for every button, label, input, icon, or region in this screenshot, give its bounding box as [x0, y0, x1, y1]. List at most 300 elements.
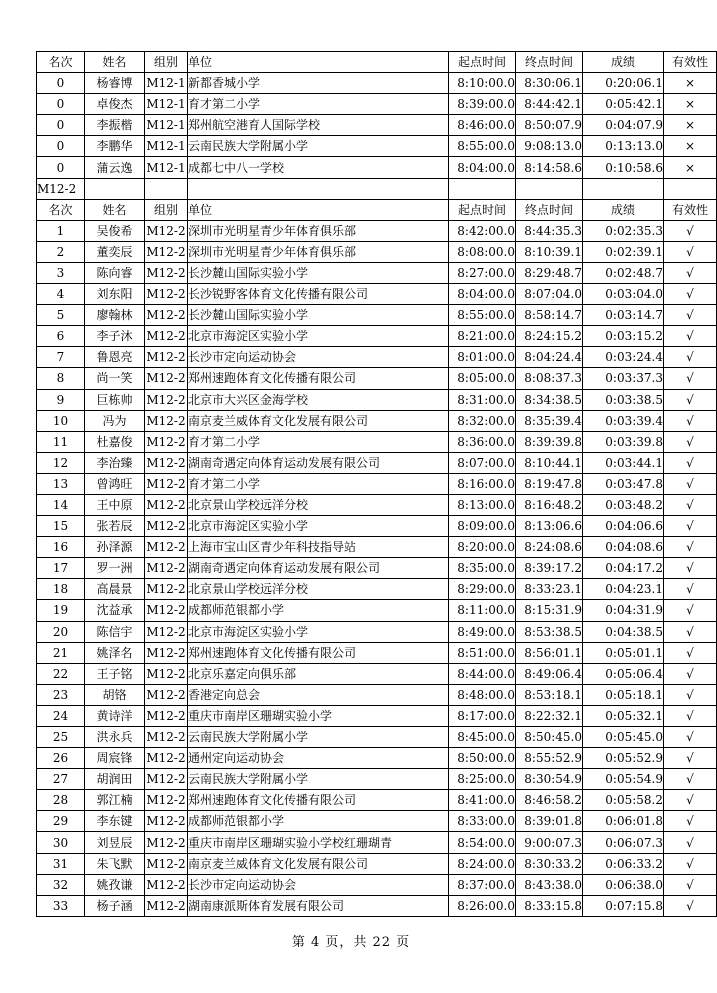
table-row — [37, 621, 717, 642]
end-time-cell: 8:39:17.2 — [516, 558, 583, 579]
result-time-cell: 0:04:07.9 — [583, 115, 664, 136]
unit-cell: 北京景山学校远洋分校 — [188, 494, 449, 515]
name-cell: 孙泽源 — [85, 537, 145, 558]
start-time-cell: 8:25:00.0 — [449, 769, 516, 790]
end-time-cell: 8:30:06.1 — [516, 73, 583, 94]
start-time-cell: 8:54:00.0 — [449, 832, 516, 853]
unit-cell: 南京麦兰威体育文化发展有限公司 — [188, 853, 449, 874]
result-time-cell: 0:20:06.1 — [583, 73, 664, 94]
start-time-cell: 8:09:00.0 — [449, 516, 516, 537]
name-cell: 姚孜谦 — [85, 874, 145, 895]
end-time-cell: 8:14:58.6 — [516, 157, 583, 178]
rank-cell: 32 — [37, 874, 85, 895]
name-cell: 罗一洲 — [85, 558, 145, 579]
end-time-cell: 8:58:14.7 — [516, 305, 583, 326]
validity-cell: √ — [664, 389, 717, 410]
rank-cell: 3 — [37, 262, 85, 283]
end-time-cell: 8:24:08.6 — [516, 537, 583, 558]
table-row — [37, 705, 717, 726]
start-time-cell: 8:33:00.0 — [449, 811, 516, 832]
group-cell: M12-2 — [145, 895, 188, 916]
end-time-cell: 9:00:07.3 — [516, 832, 583, 853]
result-time-cell: 0:04:31.9 — [583, 600, 664, 621]
unit-cell: 云南民族大学附属小学 — [188, 727, 449, 748]
rank-cell: 2 — [37, 241, 85, 262]
validity-cell: √ — [664, 874, 717, 895]
unit-cell: 香港定向总会 — [188, 684, 449, 705]
rank-cell: 28 — [37, 790, 85, 811]
table-row — [37, 368, 717, 389]
rank-cell: 0 — [37, 73, 85, 94]
name-cell: 陈向睿 — [85, 262, 145, 283]
start-time-cell: 8:20:00.0 — [449, 537, 516, 558]
group-cell: M12-2 — [145, 241, 188, 262]
end-time-cell: 8:24:15.2 — [516, 326, 583, 347]
rank-cell: 5 — [37, 305, 85, 326]
unit-cell: 郑州速跑体育文化传播有限公司 — [188, 790, 449, 811]
result-time-cell: 0:03:39.4 — [583, 410, 664, 431]
group-cell: M12-2 — [145, 579, 188, 600]
rank-cell: 22 — [37, 663, 85, 684]
result-time-cell: 0:03:15.2 — [583, 326, 664, 347]
unit-cell: 重庆市南岸区珊瑚实验小学 — [188, 705, 449, 726]
table-row — [37, 684, 717, 705]
empty-cell — [85, 178, 145, 199]
group-cell: M12-2 — [145, 410, 188, 431]
start-time-cell: 8:35:00.0 — [449, 558, 516, 579]
start-time-cell: 8:29:00.0 — [449, 579, 516, 600]
name-cell: 李治臻 — [85, 452, 145, 473]
table-row — [37, 473, 717, 494]
column-header: 终点时间 — [516, 52, 583, 73]
unit-cell: 成都师范银都小学 — [188, 600, 449, 621]
group-cell: M12-2 — [145, 600, 188, 621]
validity-cell: √ — [664, 853, 717, 874]
column-header: 有效性 — [664, 199, 717, 220]
name-cell: 王子铭 — [85, 663, 145, 684]
start-time-cell: 8:27:00.0 — [449, 262, 516, 283]
end-time-cell: 8:44:35.3 — [516, 220, 583, 241]
table-row — [37, 431, 717, 452]
unit-cell: 深圳市光明星青少年体育俱乐部 — [188, 220, 449, 241]
unit-cell: 长沙麓山国际实验小学 — [188, 262, 449, 283]
group-cell: M12-2 — [145, 642, 188, 663]
table-row — [37, 115, 717, 136]
column-header: 成绩 — [583, 52, 664, 73]
rank-cell: 20 — [37, 621, 85, 642]
result-time-cell: 0:03:04.0 — [583, 284, 664, 305]
table-row — [37, 220, 717, 241]
name-cell: 鲁恩亮 — [85, 347, 145, 368]
name-cell: 朱飞默 — [85, 853, 145, 874]
validity-cell: √ — [664, 452, 717, 473]
end-time-cell: 8:19:47.8 — [516, 473, 583, 494]
group-cell: M12-2 — [145, 727, 188, 748]
name-cell: 廖翰林 — [85, 305, 145, 326]
start-time-cell: 8:31:00.0 — [449, 389, 516, 410]
group-cell: M12-2 — [145, 305, 188, 326]
rank-cell: 19 — [37, 600, 85, 621]
results-body — [37, 52, 717, 917]
table-row — [37, 410, 717, 431]
end-time-cell: 9:08:13.0 — [516, 136, 583, 157]
end-time-cell: 8:07:04.0 — [516, 284, 583, 305]
group-cell: M12-2 — [145, 684, 188, 705]
start-time-cell: 8:24:00.0 — [449, 853, 516, 874]
rank-cell: 1 — [37, 220, 85, 241]
name-cell: 郭江楠 — [85, 790, 145, 811]
group-cell: M12-2 — [145, 537, 188, 558]
group-cell: M12-2 — [145, 874, 188, 895]
name-cell: 刘东阳 — [85, 284, 145, 305]
start-time-cell: 8:48:00.0 — [449, 684, 516, 705]
group-cell: M12-1 — [145, 94, 188, 115]
result-time-cell: 0:03:39.8 — [583, 431, 664, 452]
validity-cell: √ — [664, 326, 717, 347]
section-row — [37, 178, 717, 199]
start-time-cell: 8:55:00.0 — [449, 136, 516, 157]
rank-cell: 14 — [37, 494, 85, 515]
name-cell: 洪永兵 — [85, 727, 145, 748]
column-header: 单位 — [188, 199, 449, 220]
rank-cell: 8 — [37, 368, 85, 389]
validity-cell: √ — [664, 347, 717, 368]
rank-cell: 6 — [37, 326, 85, 347]
result-time-cell: 0:05:01.1 — [583, 642, 664, 663]
start-time-cell: 8:42:00.0 — [449, 220, 516, 241]
validity-cell: √ — [664, 705, 717, 726]
name-cell: 黄诗洋 — [85, 705, 145, 726]
name-cell: 冯为 — [85, 410, 145, 431]
column-header: 起点时间 — [449, 52, 516, 73]
validity-cell: √ — [664, 642, 717, 663]
validity-cell: √ — [664, 368, 717, 389]
name-cell: 董奕辰 — [85, 241, 145, 262]
start-time-cell: 8:21:00.0 — [449, 326, 516, 347]
start-time-cell: 8:17:00.0 — [449, 705, 516, 726]
name-cell: 高晨景 — [85, 579, 145, 600]
table-row — [37, 895, 717, 916]
name-cell: 蒲云逸 — [85, 157, 145, 178]
validity-cell: √ — [664, 895, 717, 916]
name-cell: 胡铬 — [85, 684, 145, 705]
column-header: 有效性 — [664, 52, 717, 73]
table-row — [37, 136, 717, 157]
result-time-cell: 0:05:42.1 — [583, 94, 664, 115]
table-row — [37, 284, 717, 305]
result-time-cell: 0:06:01.8 — [583, 811, 664, 832]
name-cell: 曾鸿旺 — [85, 473, 145, 494]
unit-cell: 郑州速跑体育文化传播有限公司 — [188, 368, 449, 389]
column-header: 起点时间 — [449, 199, 516, 220]
validity-cell: √ — [664, 558, 717, 579]
unit-cell: 育才第二小学 — [188, 473, 449, 494]
table-row — [37, 389, 717, 410]
table-row — [37, 727, 717, 748]
end-time-cell: 8:46:58.2 — [516, 790, 583, 811]
unit-cell: 湖南康派斯体育发展有限公司 — [188, 895, 449, 916]
rank-cell: 30 — [37, 832, 85, 853]
table-row — [37, 347, 717, 368]
column-header: 名次 — [37, 52, 85, 73]
validity-cell: √ — [664, 220, 717, 241]
end-time-cell: 8:50:45.0 — [516, 727, 583, 748]
result-time-cell: 0:05:18.1 — [583, 684, 664, 705]
start-time-cell: 8:26:00.0 — [449, 895, 516, 916]
group-cell: M12-2 — [145, 389, 188, 410]
rank-cell: 17 — [37, 558, 85, 579]
validity-cell: √ — [664, 579, 717, 600]
validity-cell: √ — [664, 663, 717, 684]
group-cell: M12-2 — [145, 790, 188, 811]
name-cell: 姚泽名 — [85, 642, 145, 663]
result-time-cell: 0:05:58.2 — [583, 790, 664, 811]
name-cell: 王中原 — [85, 494, 145, 515]
table-row — [37, 811, 717, 832]
table-row — [37, 558, 717, 579]
result-time-cell: 0:05:54.9 — [583, 769, 664, 790]
table-row — [37, 305, 717, 326]
result-time-cell: 0:07:15.8 — [583, 895, 664, 916]
validity-cell: √ — [664, 494, 717, 515]
group-cell: M12-2 — [145, 663, 188, 684]
start-time-cell: 8:10:00.0 — [449, 73, 516, 94]
end-time-cell: 8:49:06.4 — [516, 663, 583, 684]
result-time-cell: 0:03:24.4 — [583, 347, 664, 368]
unit-cell: 北京市海淀区实验小学 — [188, 516, 449, 537]
result-time-cell: 0:06:07.3 — [583, 832, 664, 853]
group-cell: M12-2 — [145, 431, 188, 452]
end-time-cell: 8:35:39.4 — [516, 410, 583, 431]
unit-cell: 长沙锐野客体育文化传播有限公司 — [188, 284, 449, 305]
unit-cell: 重庆市南岸区珊瑚实验小学校红珊瑚青 — [188, 832, 449, 853]
table-row — [37, 241, 717, 262]
name-cell: 李振楷 — [85, 115, 145, 136]
result-time-cell: 0:05:32.1 — [583, 705, 664, 726]
group-cell: M12-1 — [145, 157, 188, 178]
rank-cell: 21 — [37, 642, 85, 663]
rank-cell: 12 — [37, 452, 85, 473]
end-time-cell: 8:34:38.5 — [516, 389, 583, 410]
name-cell: 卓俊杰 — [85, 94, 145, 115]
table-row — [37, 579, 717, 600]
start-time-cell: 8:55:00.0 — [449, 305, 516, 326]
rank-cell: 26 — [37, 748, 85, 769]
name-cell: 胡润田 — [85, 769, 145, 790]
unit-cell: 郑州速跑体育文化传播有限公司 — [188, 642, 449, 663]
unit-cell: 北京乐嘉定向俱乐部 — [188, 663, 449, 684]
name-cell: 周宸锋 — [85, 748, 145, 769]
end-time-cell: 8:33:23.1 — [516, 579, 583, 600]
name-cell: 陈信宇 — [85, 621, 145, 642]
unit-cell: 云南民族大学附属小学 — [188, 136, 449, 157]
group-cell: M12-2 — [145, 452, 188, 473]
name-cell: 杜嘉俊 — [85, 431, 145, 452]
name-cell: 李东键 — [85, 811, 145, 832]
validity-cell: √ — [664, 431, 717, 452]
section-title: M12-2 — [37, 178, 85, 199]
result-time-cell: 0:02:39.1 — [583, 241, 664, 262]
validity-cell: √ — [664, 305, 717, 326]
start-time-cell: 8:46:00.0 — [449, 115, 516, 136]
empty-cell — [145, 178, 188, 199]
rank-cell: 24 — [37, 705, 85, 726]
start-time-cell: 8:01:00.0 — [449, 347, 516, 368]
group-cell: M12-2 — [145, 832, 188, 853]
unit-cell: 南京麦兰威体育文化发展有限公司 — [188, 410, 449, 431]
validity-cell: √ — [664, 600, 717, 621]
unit-cell: 成都七中八一学校 — [188, 157, 449, 178]
table-row — [37, 874, 717, 895]
column-header: 单位 — [188, 52, 449, 73]
end-time-cell: 8:33:15.8 — [516, 895, 583, 916]
name-cell: 巨栋帅 — [85, 389, 145, 410]
end-time-cell: 8:39:01.8 — [516, 811, 583, 832]
end-time-cell: 8:15:31.9 — [516, 600, 583, 621]
start-time-cell: 8:04:00.0 — [449, 157, 516, 178]
rank-cell: 4 — [37, 284, 85, 305]
rank-cell: 10 — [37, 410, 85, 431]
end-time-cell: 8:10:39.1 — [516, 241, 583, 262]
rank-cell: 31 — [37, 853, 85, 874]
result-time-cell: 0:03:37.3 — [583, 368, 664, 389]
group-cell: M12-2 — [145, 326, 188, 347]
table-row — [37, 832, 717, 853]
result-time-cell: 0:03:38.5 — [583, 389, 664, 410]
table-row — [37, 494, 717, 515]
group-cell: M12-2 — [145, 473, 188, 494]
table-row — [37, 600, 717, 621]
table-row — [37, 157, 717, 178]
rank-cell: 11 — [37, 431, 85, 452]
unit-cell: 长沙市定向运动协会 — [188, 347, 449, 368]
result-time-cell: 0:04:06.6 — [583, 516, 664, 537]
unit-cell: 北京景山学校远洋分校 — [188, 579, 449, 600]
end-time-cell: 8:22:32.1 — [516, 705, 583, 726]
column-header: 姓名 — [85, 52, 145, 73]
group-cell: M12-2 — [145, 558, 188, 579]
start-time-cell: 8:39:00.0 — [449, 94, 516, 115]
rank-cell: 29 — [37, 811, 85, 832]
group-cell: M12-1 — [145, 136, 188, 157]
column-header: 组别 — [145, 52, 188, 73]
result-time-cell: 0:10:58.6 — [583, 157, 664, 178]
start-time-cell: 8:44:00.0 — [449, 663, 516, 684]
start-time-cell: 8:07:00.0 — [449, 452, 516, 473]
start-time-cell: 8:45:00.0 — [449, 727, 516, 748]
column-header: 名次 — [37, 199, 85, 220]
unit-cell: 育才第二小学 — [188, 431, 449, 452]
validity-cell: √ — [664, 473, 717, 494]
result-time-cell: 0:03:47.8 — [583, 473, 664, 494]
end-time-cell: 8:39:39.8 — [516, 431, 583, 452]
results-table — [36, 51, 717, 917]
table-row — [37, 853, 717, 874]
start-time-cell: 8:16:00.0 — [449, 473, 516, 494]
table-row — [37, 326, 717, 347]
table-row — [37, 516, 717, 537]
column-header: 成绩 — [583, 199, 664, 220]
result-time-cell: 0:06:38.0 — [583, 874, 664, 895]
start-time-cell: 8:05:00.0 — [449, 368, 516, 389]
column-header: 组别 — [145, 199, 188, 220]
group-cell: M12-2 — [145, 853, 188, 874]
group-cell: M12-2 — [145, 748, 188, 769]
page-footer: 第 4 页，共 22 页 — [291, 935, 411, 950]
header-row — [37, 52, 717, 73]
validity-cell: √ — [664, 284, 717, 305]
group-cell: M12-1 — [145, 115, 188, 136]
validity-cell: × — [664, 157, 717, 178]
rank-cell: 13 — [37, 473, 85, 494]
result-time-cell: 0:03:14.7 — [583, 305, 664, 326]
start-time-cell: 8:51:00.0 — [449, 642, 516, 663]
start-time-cell: 8:36:00.0 — [449, 431, 516, 452]
result-time-cell: 0:13:13.0 — [583, 136, 664, 157]
unit-cell: 深圳市光明星青少年体育俱乐部 — [188, 241, 449, 262]
validity-cell: √ — [664, 516, 717, 537]
end-time-cell: 8:50:07.9 — [516, 115, 583, 136]
group-cell: M12-2 — [145, 368, 188, 389]
name-cell: 李子沐 — [85, 326, 145, 347]
empty-cell — [664, 178, 717, 199]
end-time-cell: 8:10:44.1 — [516, 452, 583, 473]
validity-cell: × — [664, 94, 717, 115]
group-cell: M12-2 — [145, 769, 188, 790]
end-time-cell: 8:08:37.3 — [516, 368, 583, 389]
end-time-cell: 8:56:01.1 — [516, 642, 583, 663]
name-cell: 杨睿博 — [85, 73, 145, 94]
start-time-cell: 8:11:00.0 — [449, 600, 516, 621]
table-row — [37, 642, 717, 663]
group-cell: M12-2 — [145, 494, 188, 515]
table-row — [37, 262, 717, 283]
validity-cell: √ — [664, 727, 717, 748]
rank-cell: 7 — [37, 347, 85, 368]
rank-cell: 0 — [37, 94, 85, 115]
end-time-cell: 8:44:42.1 — [516, 94, 583, 115]
name-cell: 杨子涵 — [85, 895, 145, 916]
group-cell: M12-1 — [145, 73, 188, 94]
table-row — [37, 73, 717, 94]
unit-cell: 湖南奇遇定向体育运动发展有限公司 — [188, 558, 449, 579]
group-cell: M12-2 — [145, 811, 188, 832]
unit-cell: 长沙麓山国际实验小学 — [188, 305, 449, 326]
group-cell: M12-2 — [145, 220, 188, 241]
column-header: 姓名 — [85, 199, 145, 220]
table-row — [37, 769, 717, 790]
unit-cell: 郑州航空港育人国际学校 — [188, 115, 449, 136]
validity-cell: √ — [664, 790, 717, 811]
start-time-cell: 8:04:00.0 — [449, 284, 516, 305]
result-time-cell: 0:05:06.4 — [583, 663, 664, 684]
end-time-cell: 8:30:54.9 — [516, 769, 583, 790]
validity-cell: √ — [664, 410, 717, 431]
name-cell: 尚一笑 — [85, 368, 145, 389]
end-time-cell: 8:04:24.4 — [516, 347, 583, 368]
result-time-cell: 0:04:17.2 — [583, 558, 664, 579]
group-cell: M12-2 — [145, 284, 188, 305]
rank-cell: 16 — [37, 537, 85, 558]
group-cell: M12-2 — [145, 621, 188, 642]
rank-cell: 33 — [37, 895, 85, 916]
validity-cell: √ — [664, 832, 717, 853]
start-time-cell: 8:49:00.0 — [449, 621, 516, 642]
end-time-cell: 8:55:52.9 — [516, 748, 583, 769]
table-row — [37, 537, 717, 558]
name-cell: 李鹏华 — [85, 136, 145, 157]
validity-cell: √ — [664, 621, 717, 642]
